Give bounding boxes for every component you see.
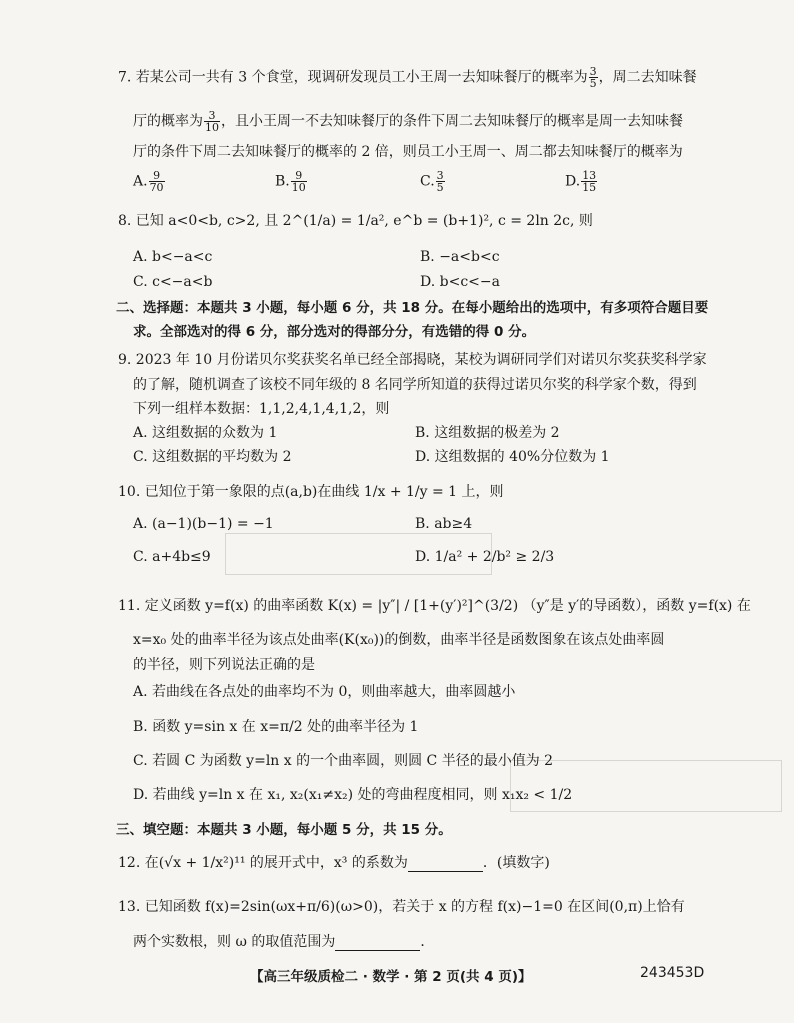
q10-option-d[interactable]: D. 1/a² + 2/b² ≥ 2/3: [415, 549, 555, 565]
q7-option-c[interactable]: C. $\frac{3}{5}$: [420, 169, 444, 194]
q8-option-b[interactable]: B. −a<b<c: [420, 249, 500, 265]
q9-line2: 的了解，随机调查了该校不同年级的 8 名同学所知道的获得过诺贝尔奖的科学家个数，得到: [133, 377, 697, 393]
q7-option-b[interactable]: B. $\frac{9}{10}$: [275, 169, 306, 194]
q11-option-d[interactable]: D. 若曲线 y=ln x 在 x₁, x₂(x₁≠x₂) 处的弯曲程度相同，则 x₁x₂ < 1/2: [133, 787, 573, 803]
q10-option-b[interactable]: B. ab≥4: [415, 516, 473, 532]
q9-line3: 下列一组样本数据：1,1,2,4,1,4,1,2，则: [133, 401, 390, 417]
section3-heading: 三、填空题：本题共 3 小题，每小题 5 分，共 15 分。: [116, 822, 452, 838]
q11-line1: 11. 定义函数 y=f(x) 的曲率函数 K(x) = |y″| / [1+(y′)²]^(3/2) （y″是 y′的导函数），函数 y=f(x) 在: [118, 598, 751, 614]
q12-answer-blank[interactable]: [408, 857, 483, 872]
q13-answer-blank[interactable]: [335, 936, 420, 951]
q11-option-a[interactable]: A. 若曲线在各点处的曲率均不为 0，则曲率越大，曲率圆越小: [133, 684, 516, 700]
q8-option-a[interactable]: A. b<−a<c: [133, 249, 213, 265]
exam-code: 243453D: [640, 965, 705, 981]
q9-option-d[interactable]: D. 这组数据的 40%分位数为 1: [415, 449, 610, 465]
q7-line1: 7. 若某公司一共有 3 个食堂，现调研发现员工小王周一去知味餐厅的概率为 $\frac{3}{5}$ ，周二去知味餐: [118, 65, 697, 90]
q7-line2: 厅的概率为 $\frac{3}{10}$ ，且小王周一不去知味餐厅的条件下周二去知味餐厅的概率是周一去知味餐: [133, 109, 683, 134]
q13-line1: 13. 已知函数 f(x)=2sin(ωx+π/6)(ω>0)，若关于 x 的方程 f(x)−1=0 在区间(0,π)上恰有: [118, 899, 685, 915]
q11-option-b[interactable]: B. 函数 y=sin x 在 x=π/2 处的曲率半径为 1: [133, 719, 419, 735]
section2-heading: 二、选择题：本题共 3 小题，每小题 6 分，共 18 分。在每小题给出的选项中，有多项符合题目要: [116, 300, 709, 316]
q9-line1: 9. 2023 年 10 月份诺贝尔奖获奖名单已经全部揭晓，某校为调研同学们对诺贝尔奖获奖科学家: [118, 352, 707, 368]
q13-line2: 两个实数根，则 ω 的取值范围为 ．: [133, 934, 435, 950]
q8-option-c[interactable]: C. c<−a<b: [133, 274, 213, 290]
q9-option-c[interactable]: C. 这组数据的平均数为 2: [133, 449, 292, 465]
q7-line3: 厅的条件下周二去知味餐厅的概率的 2 倍，则员工小王周一、周二都去知味餐厅的概率为: [133, 144, 683, 160]
page-footer-title: 【高三年级质检二 · 数学 · 第 2 页(共 4 页)】: [250, 969, 532, 985]
q11-option-c[interactable]: C. 若圆 C 为函数 y=ln x 的一个曲率圆，则圆 C 半径的最小值为 2: [133, 753, 554, 769]
section2-heading-cont: 求。全部选对的得 6 分，部分选对的得部分分，有选错的得 0 分。: [133, 324, 536, 340]
q7-option-d[interactable]: D. $\frac{13}{15}$: [565, 169, 597, 194]
q8-stem: 8. 已知 a<0<b, c>2, 且 2^(1/a) = 1/a², e^b = (b+1)², c = 2ln 2c, 则: [118, 213, 593, 229]
q9-option-a[interactable]: A. 这组数据的众数为 1: [133, 425, 278, 441]
q9-option-b[interactable]: B. 这组数据的极差为 2: [415, 425, 560, 441]
q7-option-a[interactable]: A. $\frac{9}{70}$: [133, 169, 164, 194]
q12-stem: 12. 在(√x + 1/x²)¹¹ 的展开式中，x³ 的系数为 ．(填数字): [118, 855, 550, 871]
q10-stem: 10. 已知位于第一象限的点(a,b)在曲线 1/x + 1/y = 1 上，则: [118, 484, 504, 500]
q10-option-a[interactable]: A. (a−1)(b−1) = −1: [133, 516, 274, 532]
q10-option-c[interactable]: C. a+4b≤9: [133, 549, 211, 565]
q11-line2: x=x₀ 处的曲率半径为该点处曲率(K(x₀))的倒数，曲率半径是函数图象在该点处曲率圆: [133, 632, 665, 648]
q11-line3: 的半径，则下列说法正确的是: [133, 657, 315, 673]
q8-option-d[interactable]: D. b<c<−a: [420, 274, 500, 290]
